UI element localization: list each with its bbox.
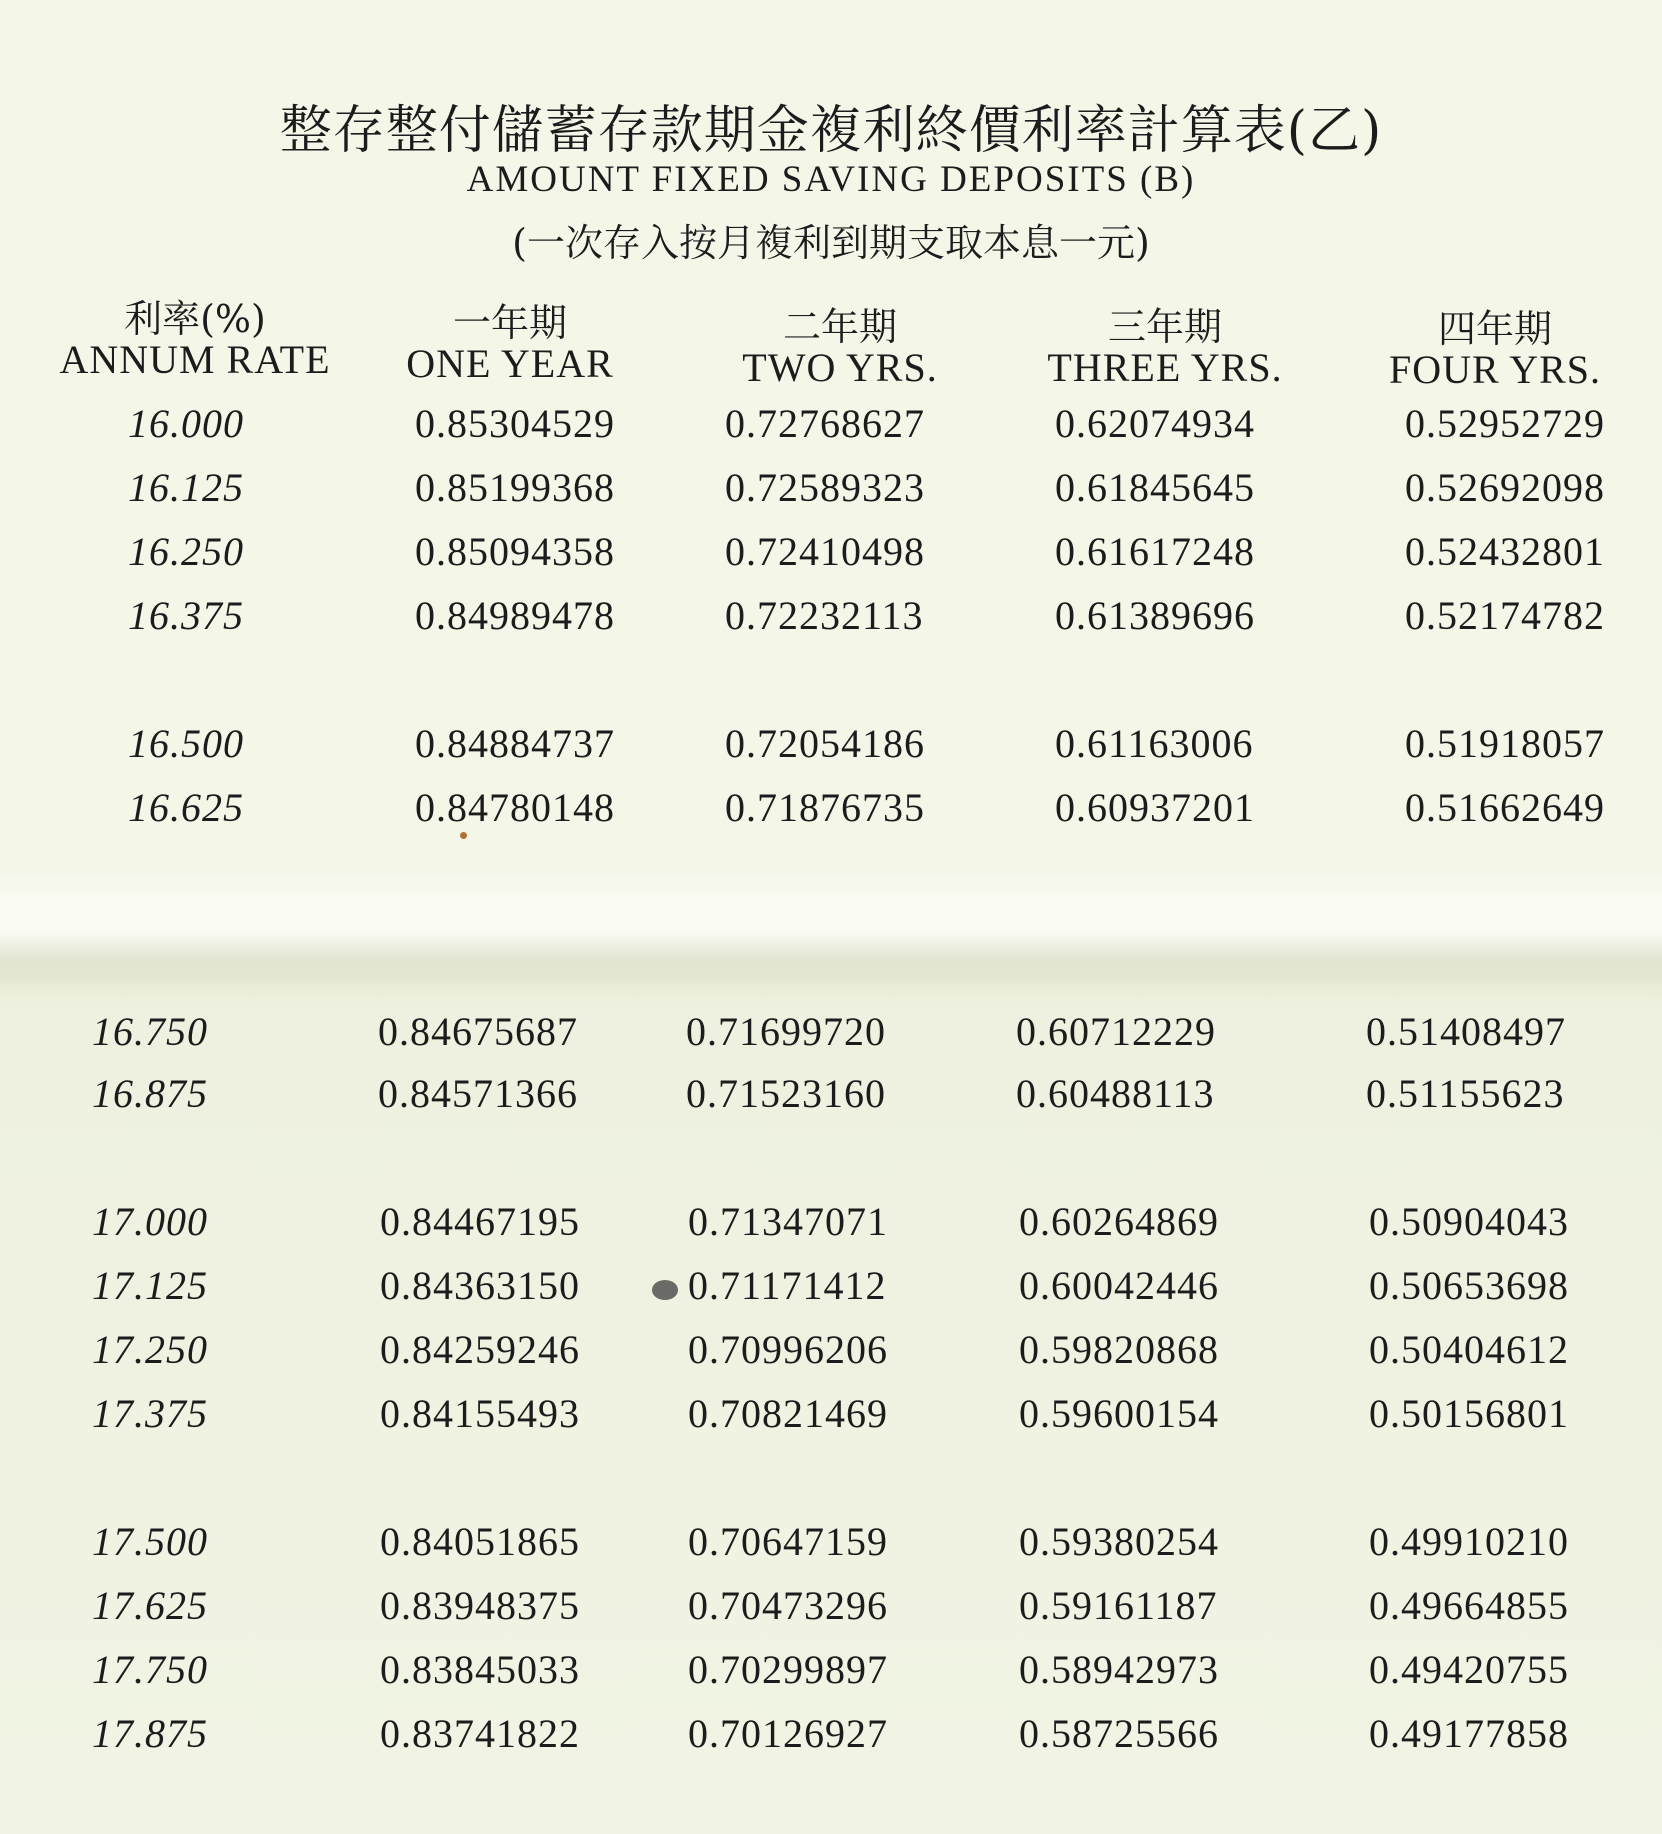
three-years-cell: 0.58725566 [1019, 1711, 1219, 1756]
two-years-cell: 0.70647159 [688, 1519, 888, 1564]
rate-cell: 17.250 [92, 1327, 208, 1372]
header-annum-rate-en: ANNUM RATE [59, 337, 331, 382]
header-three-years-zh: 三年期 [1107, 305, 1222, 349]
four-years-cell: 0.52432801 [1405, 529, 1605, 574]
four-years-cell: 0.51918057 [1405, 721, 1605, 766]
two-years-cell: 0.70996206 [688, 1327, 888, 1372]
three-years-cell: 0.61389696 [1055, 593, 1255, 638]
two-years-cell: 0.70126927 [688, 1711, 888, 1756]
table-row [0, 464, 1662, 514]
three-years-cell: 0.60042446 [1019, 1263, 1219, 1308]
table-row [0, 1008, 1662, 1058]
title-chinese: 整存整付儲蓄存款期金複利終價利率計算表(乙) [279, 101, 1383, 161]
two-years-cell: 0.70821469 [688, 1391, 888, 1436]
three-years-cell: 0.61163006 [1055, 721, 1254, 766]
three-years-cell: 0.59820868 [1019, 1327, 1219, 1372]
one-year-cell: 0.84051865 [380, 1519, 580, 1564]
one-year-cell: 0.84363150 [380, 1263, 580, 1308]
header-three-years-en: THREE YRS. [1047, 345, 1283, 390]
header-two-years-en: TWO YRS. [742, 345, 938, 390]
four-years-cell: 0.49420755 [1369, 1647, 1569, 1692]
one-year-cell: 0.84780148 [415, 785, 615, 830]
two-years-cell: 0.71699720 [686, 1009, 886, 1054]
one-year-cell: 0.84155493 [380, 1391, 580, 1436]
table-row [0, 1262, 1662, 1312]
rate-cell: 17.000 [92, 1199, 208, 1244]
two-years-cell: 0.72054186 [725, 721, 925, 766]
one-year-cell: 0.84884737 [415, 721, 615, 766]
three-years-cell: 0.60488113 [1016, 1071, 1215, 1116]
one-year-cell: 0.83741822 [380, 1711, 580, 1756]
rate-cell: 16.000 [128, 401, 244, 446]
three-years-cell: 0.59600154 [1019, 1391, 1219, 1436]
rate-cell: 17.375 [92, 1391, 208, 1436]
two-years-cell: 0.71347071 [688, 1199, 888, 1244]
two-years-cell: 0.72589323 [725, 465, 925, 510]
rate-cell: 17.750 [92, 1647, 208, 1692]
table-row [0, 1326, 1662, 1376]
table-row [0, 720, 1662, 770]
table-row [0, 528, 1662, 578]
four-years-cell: 0.49177858 [1369, 1711, 1569, 1756]
three-years-cell: 0.60712229 [1016, 1009, 1216, 1054]
header-four-years-en: FOUR YRS. [1388, 347, 1602, 392]
one-year-cell: 0.84571366 [378, 1071, 578, 1116]
four-years-cell: 0.52174782 [1405, 593, 1605, 638]
rate-cell: 17.500 [92, 1519, 208, 1564]
header-one-year [390, 292, 630, 387]
two-years-cell: 0.72232113 [725, 593, 924, 638]
one-year-cell: 0.85199368 [415, 465, 615, 510]
two-years-cell: 0.70299897 [688, 1647, 888, 1692]
three-years-cell: 0.58942973 [1019, 1647, 1219, 1692]
title-subtitle: (一次存入按月複利到期支取本息一元) [512, 221, 1150, 265]
four-years-cell: 0.51408497 [1366, 1009, 1566, 1054]
rate-cell: 16.375 [128, 593, 244, 638]
two-years-cell: 0.72768627 [725, 401, 925, 446]
one-year-cell: 0.84989478 [415, 593, 615, 638]
one-year-cell: 0.83948375 [380, 1583, 580, 1628]
table-row [0, 592, 1662, 642]
table-row [0, 1582, 1662, 1632]
two-years-cell: 0.71171412 [688, 1263, 887, 1308]
three-years-cell: 0.60937201 [1055, 785, 1255, 830]
rate-cell: 16.875 [92, 1071, 208, 1116]
three-years-cell: 0.61617248 [1055, 529, 1255, 574]
header-four-years [1365, 298, 1625, 393]
table-row [0, 1710, 1662, 1760]
table-row [0, 1390, 1662, 1440]
three-years-cell: 0.60264869 [1019, 1199, 1219, 1244]
table-row [0, 400, 1662, 450]
one-year-cell: 0.85304529 [415, 401, 615, 446]
table-row [0, 1646, 1662, 1696]
four-years-cell: 0.50904043 [1369, 1199, 1569, 1244]
rate-cell: 17.125 [92, 1263, 208, 1308]
table-row [0, 1070, 1662, 1120]
header-two-years [720, 296, 960, 391]
one-year-cell: 0.84259246 [380, 1327, 580, 1372]
rate-cell: 16.500 [128, 721, 244, 766]
three-years-cell: 0.62074934 [1055, 401, 1255, 446]
two-years-cell: 0.71876735 [725, 785, 925, 830]
three-years-cell: 0.59161187 [1019, 1583, 1218, 1628]
one-year-cell: 0.84467195 [380, 1199, 580, 1244]
rate-cell: 16.125 [128, 465, 244, 510]
header-annum-rate-zh: 利率(%) [124, 297, 266, 341]
four-years-cell: 0.52952729 [1405, 401, 1605, 446]
three-years-cell: 0.61845645 [1055, 465, 1255, 510]
header-one-year-en: ONE YEAR [406, 341, 614, 386]
rate-cell: 16.625 [128, 785, 244, 830]
four-years-cell: 0.50404612 [1369, 1327, 1569, 1372]
table-row [0, 1518, 1662, 1568]
table-row [0, 784, 1662, 834]
four-years-cell: 0.51155623 [1366, 1071, 1565, 1116]
rate-cell: 17.625 [92, 1583, 208, 1628]
header-four-years-zh: 四年期 [1437, 307, 1552, 351]
four-years-cell: 0.49664855 [1369, 1583, 1569, 1628]
page-fold [0, 930, 1662, 990]
two-years-cell: 0.72410498 [725, 529, 925, 574]
paper-speck [652, 1280, 678, 1300]
header-two-years-zh: 二年期 [782, 305, 897, 349]
four-years-cell: 0.49910210 [1369, 1519, 1569, 1564]
four-years-cell: 0.52692098 [1405, 465, 1605, 510]
four-years-cell: 0.50156801 [1369, 1391, 1569, 1436]
one-year-cell: 0.85094358 [415, 529, 615, 574]
three-years-cell: 0.59380254 [1019, 1519, 1219, 1564]
two-years-cell: 0.70473296 [688, 1583, 888, 1628]
two-years-cell: 0.71523160 [686, 1071, 886, 1116]
rate-cell: 16.250 [128, 529, 244, 574]
title-english: AMOUNT FIXED SAVING DEPOSITS (B) [466, 159, 1196, 200]
header-annum-rate [40, 288, 350, 383]
header-one-year-zh: 一年期 [452, 301, 567, 345]
one-year-cell: 0.84675687 [378, 1009, 578, 1054]
four-years-cell: 0.51662649 [1405, 785, 1605, 830]
four-years-cell: 0.50653698 [1369, 1263, 1569, 1308]
paper-speck [460, 832, 467, 839]
rate-cell: 16.750 [92, 1009, 208, 1054]
table-row [0, 1198, 1662, 1248]
one-year-cell: 0.83845033 [380, 1647, 580, 1692]
rate-cell: 17.875 [92, 1711, 208, 1756]
header-three-years [1030, 296, 1300, 391]
